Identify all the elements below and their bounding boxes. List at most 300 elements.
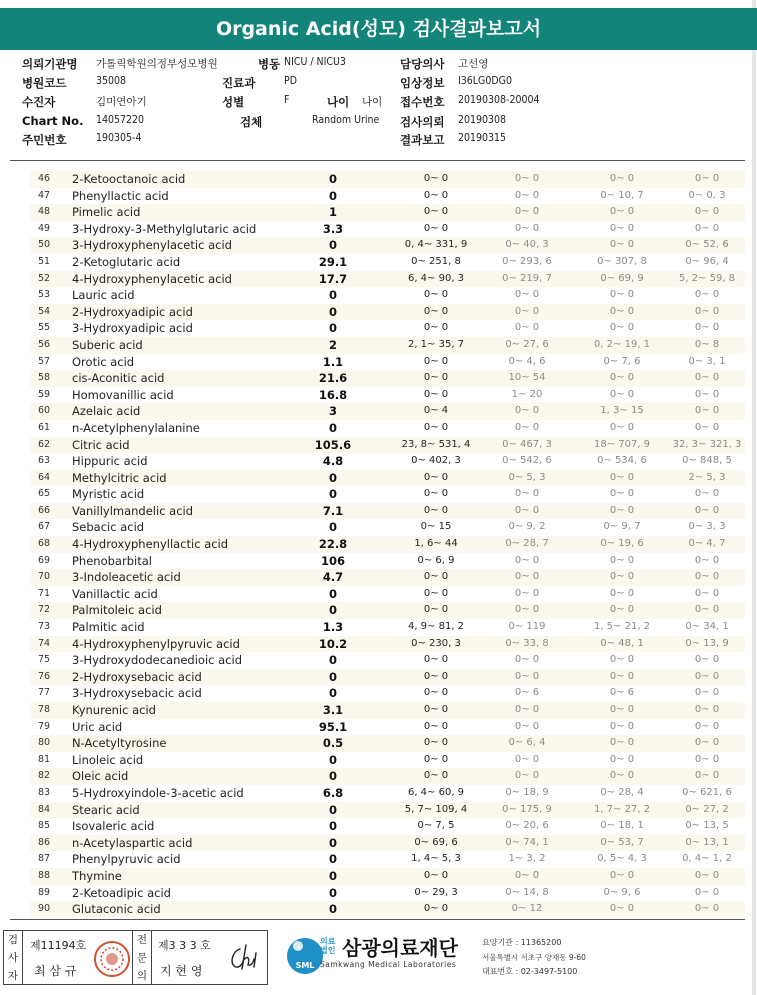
result-value: 21.6 (318, 371, 348, 386)
analyte-name: Suberic acid (72, 337, 143, 352)
result-value: 22.8 (318, 537, 348, 552)
reference-range-3: 0~ 534, 6 (597, 455, 647, 467)
reference-range-3: 0~ 0 (609, 206, 635, 218)
patient-info-panel (22, 56, 742, 156)
analyte-name: 3-Hydroxysebacic acid (72, 686, 202, 701)
reference-range-1: 0~ 0 (423, 421, 449, 433)
analyte-name: 5-Hydroxyindole-3-acetic acid (72, 785, 244, 800)
examiner-vertical-label (4, 931, 23, 984)
ward-label: 병동 (258, 57, 281, 71)
reference-range-4: 0~ 13, 5 (685, 820, 729, 832)
analyte-name: 3-Hydroxy-3-Methylglutaric acid (72, 221, 257, 236)
reference-range-3: 0~ 0 (609, 289, 635, 301)
reference-range-3: 0~ 0 (609, 372, 635, 384)
reference-range-4: 0~ 0 (694, 687, 720, 699)
reference-range-4: 0~ 0 (694, 405, 720, 417)
reference-range-4: 0~ 4, 7 (688, 538, 726, 550)
analyte-name: Pimelic acid (72, 205, 141, 220)
result-value: 0 (328, 835, 337, 850)
table-row (30, 768, 745, 785)
ward-value: NICU / NICU3 (284, 56, 346, 68)
reference-range-1: 0~ 69, 6 (414, 836, 458, 848)
table-row (30, 221, 745, 238)
reference-range-3: 0~ 0 (609, 488, 635, 500)
footer-divider (10, 919, 745, 920)
row-number: 46 (38, 173, 51, 184)
analyte-name: Methylcitric acid (72, 470, 167, 485)
table-row (30, 652, 745, 669)
analyte-name: n-Acetylphenylalanine (72, 420, 200, 435)
table-row (30, 885, 745, 902)
reference-range-1: 0~ 29, 3 (414, 886, 458, 898)
reference-range-2: 0~ 0 (514, 222, 540, 234)
result-value: 0 (328, 902, 337, 917)
reference-range-3: 0~ 10, 7 (600, 189, 644, 201)
info-row-4 (22, 114, 742, 132)
result-value: 0 (328, 288, 337, 303)
analyte-name: 2-Ketoglutaric acid (72, 254, 181, 269)
code-label: 병원코드 (22, 76, 67, 90)
dept-value: PD (284, 75, 297, 87)
reference-range-3: 0~ 0 (609, 504, 635, 516)
reference-range-4: 0~ 3, 1 (688, 355, 726, 367)
table-row (30, 519, 745, 536)
reference-range-1: 0~ 0 (423, 604, 449, 616)
row-number: 67 (38, 521, 51, 533)
analyte-name: 2-Hydroxysebacic acid (72, 669, 202, 684)
reference-range-3: 0~ 0 (609, 554, 635, 566)
table-row (30, 752, 745, 769)
reference-range-3: 0~ 0 (609, 471, 635, 483)
row-number: 83 (38, 786, 51, 798)
org-code: 요양기관 : 11365200 (482, 938, 562, 947)
row-number: 59 (38, 388, 51, 400)
reference-range-3: 0~ 9, 6 (603, 886, 641, 898)
specialist-license: 제3 3 3 호 (158, 939, 211, 952)
row-number: 70 (38, 571, 51, 583)
analyte-name: 3-Hydroxydodecanedioic acid (72, 653, 243, 668)
reference-range-1: 0~ 0 (423, 355, 449, 367)
reference-range-3: 0~ 53, 7 (600, 836, 644, 848)
analyte-name: N-Acetyltyrosine (72, 736, 167, 751)
info-row-2 (22, 75, 742, 93)
table-row (30, 420, 745, 437)
reference-range-2: 0~ 0 (514, 654, 540, 666)
examiner-label-char: 자 (7, 969, 19, 982)
analyte-name: Stearic acid (72, 802, 140, 817)
reference-range-4: 0~ 27, 2 (685, 803, 729, 815)
row-number: 61 (38, 421, 51, 433)
reference-range-1: 0~ 0 (423, 587, 449, 599)
reference-range-2: 0~ 542, 6 (502, 455, 552, 467)
table-row (30, 503, 745, 520)
reference-range-1: 6, 4~ 60, 9 (407, 786, 465, 798)
analyte-name: Vanillactic acid (72, 586, 158, 601)
table-row (30, 835, 745, 852)
reference-range-2: 0~ 0 (514, 604, 540, 616)
hospital-value: 가톨릭학원의정부성모병원 (96, 58, 218, 70)
reference-range-2: 0~ 0 (514, 322, 540, 334)
reference-range-3: 0~ 0 (609, 173, 635, 184)
row-number: 77 (38, 687, 51, 699)
reference-range-2: 0~ 0 (514, 554, 540, 566)
table-row (30, 304, 745, 321)
result-value: 0 (328, 802, 337, 817)
analyte-name: Vanillylmandelic acid (72, 503, 194, 518)
reference-range-4: 0~ 0 (694, 654, 720, 666)
reference-range-1: 0~ 0 (423, 869, 449, 881)
reference-range-2: 0~ 20, 6 (505, 820, 549, 832)
result-value: 0 (328, 470, 337, 485)
info-row-1 (22, 56, 742, 74)
reference-range-2: 0~ 0 (514, 504, 540, 516)
analyte-name: n-Acetylaspartic acid (72, 835, 193, 850)
reference-range-1: 0~ 0 (423, 305, 449, 317)
reference-range-1: 2, 1~ 35, 7 (407, 338, 465, 350)
result-value: 0 (328, 586, 337, 601)
analyte-name: Hippuric acid (72, 454, 148, 469)
reference-range-3: 0~ 0 (609, 654, 635, 666)
row-number: 56 (38, 338, 51, 350)
row-number: 86 (38, 836, 51, 848)
row-number: 49 (38, 222, 51, 234)
reference-range-4: 0~ 0 (694, 903, 720, 915)
table-row (30, 553, 745, 570)
result-value: 16.8 (318, 387, 348, 402)
table-row (30, 851, 745, 868)
specialist-vertical-label (132, 931, 152, 984)
row-number: 65 (38, 488, 51, 500)
doctor-label: 담당의사 (400, 57, 445, 71)
reference-range-3: 0~ 0 (609, 239, 635, 251)
reference-range-4: 0~ 0 (694, 554, 720, 566)
row-number: 63 (38, 455, 51, 467)
result-value: 17.7 (318, 271, 348, 286)
reference-range-3: 0~ 48, 1 (600, 637, 644, 649)
row-number: 81 (38, 753, 51, 765)
row-number: 88 (38, 869, 51, 881)
reference-range-2: 0~ 175, 9 (502, 803, 552, 815)
reference-range-4: 0~ 0 (694, 421, 720, 433)
results-table (30, 171, 745, 918)
result-value: 0 (328, 304, 337, 319)
result-value: 0 (328, 885, 337, 900)
analyte-name: cis-Aconitic acid (72, 371, 165, 386)
table-row (30, 586, 745, 603)
reference-range-4: 0, 4~ 1, 2 (682, 853, 732, 865)
row-number: 72 (38, 604, 51, 616)
reference-range-3: 0~ 0 (609, 869, 635, 881)
examiner-license: 제11194호 (30, 939, 87, 952)
analyte-name: Azelaic acid (72, 404, 141, 419)
table-row (30, 271, 745, 288)
reference-range-4: 0~ 0 (694, 504, 720, 516)
reference-range-3: 0~ 0 (609, 604, 635, 616)
reference-range-1: 0~ 0 (423, 206, 449, 218)
receipt-value: 20190308-20004 (458, 94, 540, 106)
reference-range-1: 4, 9~ 81, 2 (407, 621, 465, 633)
analyte-name: Oleic acid (72, 769, 129, 784)
table-row (30, 868, 745, 885)
reference-range-4: 0~ 52, 6 (685, 239, 729, 251)
result-value: 0 (328, 752, 337, 767)
reference-range-4: 0~ 0 (694, 488, 720, 500)
reference-range-3: 0~ 0 (609, 720, 635, 732)
reference-range-1: 0~ 0 (423, 737, 449, 749)
reference-range-1: 0~ 0 (423, 504, 449, 516)
reference-range-1: 0~ 0 (423, 289, 449, 301)
row-number: 79 (38, 720, 51, 732)
row-number: 64 (38, 471, 51, 483)
reference-range-4: 0~ 0 (694, 322, 720, 334)
result-value: 0 (328, 669, 337, 684)
reference-range-2: 0~ 74, 1 (505, 836, 549, 848)
chart-value: 14057220 (96, 114, 145, 126)
result-value: 4.7 (322, 570, 344, 585)
patient-value: 김미연아기 (96, 96, 147, 108)
reference-range-1: 0~ 0 (423, 753, 449, 765)
reference-range-1: 0~ 251, 8 (411, 255, 461, 267)
reference-range-1: 0~ 0 (423, 388, 449, 400)
table-row (30, 719, 745, 736)
table-row (30, 337, 745, 354)
analyte-name: 2-Ketooctanoic acid (72, 172, 186, 186)
reference-range-4: 0~ 621, 6 (682, 786, 732, 798)
analyte-name: 4-Hydroxyphenyllactic acid (72, 537, 229, 552)
row-number: 78 (38, 704, 51, 715)
reference-range-1: 0~ 402, 3 (411, 455, 461, 467)
reference-range-1: 0~ 4 (423, 405, 449, 417)
chart-label: Chart No. (22, 114, 84, 128)
reference-range-4: 0~ 0 (694, 753, 720, 765)
header-divider (10, 160, 745, 161)
table-row (30, 785, 745, 802)
org-prefix-line: 법인 (320, 946, 336, 955)
analyte-name: 4-Hydroxyphenylacetic acid (72, 271, 232, 286)
reference-range-4: 0~ 0 (694, 305, 720, 317)
reference-range-1: 1, 6~ 44 (414, 538, 458, 550)
signature-box (3, 930, 268, 985)
reference-range-3: 0~ 0 (609, 388, 635, 400)
reference-range-2: 0~ 0 (514, 770, 540, 782)
rrn-label: 주민번호 (22, 133, 67, 147)
specialist-label-char: 의 (136, 969, 148, 982)
result-value: 0 (328, 819, 337, 834)
row-number: 55 (38, 322, 51, 334)
age-value: 나이 (362, 96, 383, 108)
result-value: 3.1 (322, 703, 344, 717)
table-row (30, 188, 745, 205)
reference-range-2: 0~ 18, 9 (505, 786, 549, 798)
result-value: 0 (328, 686, 337, 701)
analyte-name: Orotic acid (72, 354, 135, 369)
reference-range-1: 0~ 0 (423, 571, 449, 583)
table-row (30, 602, 745, 619)
result-value: 0 (328, 868, 337, 883)
table-row (30, 354, 745, 371)
reference-range-3: 0~ 9, 7 (603, 521, 641, 533)
result-value: 3 (328, 404, 337, 419)
reference-range-3: 18~ 707, 9 (593, 438, 651, 450)
examiner-label-char: 검 (7, 934, 19, 947)
reference-range-3: 0~ 307, 8 (597, 255, 647, 267)
reference-range-4: 0~ 3, 3 (688, 521, 726, 533)
rrn-value: 190305-4 (96, 132, 142, 144)
reference-range-2: 0~ 40, 3 (505, 239, 549, 251)
reference-range-3: 0~ 0 (609, 305, 635, 317)
reference-range-2: 0~ 6 (514, 687, 540, 699)
reference-range-2: 0~ 0 (514, 173, 540, 184)
row-number: 74 (38, 637, 51, 649)
reference-range-4: 0~ 0 (694, 173, 720, 184)
analyte-name: Palmitoleic acid (72, 603, 162, 618)
row-number: 73 (38, 621, 51, 633)
reference-range-2: 0~ 467, 3 (502, 438, 552, 450)
clinical-label: 임상정보 (400, 76, 445, 90)
report-footer (0, 928, 757, 988)
row-number: 54 (38, 305, 51, 317)
reference-range-3: 0~ 0 (609, 770, 635, 782)
table-row (30, 702, 745, 719)
request-label: 검사의뢰 (400, 115, 445, 129)
age-label: 나이 (327, 95, 350, 109)
reference-range-2: 0~ 6, 4 (508, 737, 546, 749)
row-number: 53 (38, 289, 51, 301)
reference-range-4: 32, 3~ 321, 3 (672, 438, 742, 450)
result-value: 4.8 (322, 454, 344, 469)
row-number: 50 (38, 239, 51, 251)
row-number: 60 (38, 405, 51, 417)
result-value: 0 (328, 487, 337, 502)
result-value: 1.1 (322, 354, 344, 369)
reference-range-4: 5, 2~ 59, 8 (678, 272, 736, 284)
result-value: 0.5 (322, 736, 344, 751)
reference-range-1: 0~ 0 (423, 654, 449, 666)
reference-range-2: 0~ 0 (514, 206, 540, 218)
reference-range-3: 0~ 0 (609, 222, 635, 234)
table-row (30, 437, 745, 454)
reference-range-3: 0~ 7, 6 (603, 355, 641, 367)
patient-label: 수진자 (22, 95, 56, 109)
result-value: 6.8 (322, 785, 344, 800)
reference-range-4: 0~ 0 (694, 704, 720, 715)
reference-range-2: 0~ 0 (514, 670, 540, 682)
reference-range-2: 0~ 0 (514, 720, 540, 732)
row-number: 89 (38, 886, 51, 898)
org-address: 서울특별시 서초구 양재동 9-60 (482, 953, 586, 962)
reference-range-2: 0~ 0 (514, 753, 540, 765)
analyte-name: Homovanillic acid (72, 387, 174, 402)
reference-range-3: 0~ 28, 4 (600, 786, 644, 798)
reference-range-4: 0~ 0 (694, 388, 720, 400)
reference-range-1: 0~ 0 (423, 903, 449, 915)
examiner-seal (94, 941, 130, 977)
reference-range-3: 1, 3~ 15 (600, 405, 644, 417)
result-value: 106 (320, 553, 345, 568)
result-value: 0 (328, 520, 337, 535)
row-number: 52 (38, 272, 51, 284)
row-number: 82 (38, 770, 51, 782)
reference-range-1: 0~ 15 (420, 521, 452, 533)
reference-range-2: 0~ 4, 6 (508, 355, 546, 367)
reference-range-2: 0~ 219, 7 (502, 272, 552, 284)
reference-range-1: 0~ 0 (423, 173, 449, 184)
result-value: 0 (328, 172, 337, 186)
analyte-name: Lauric acid (72, 288, 135, 303)
reference-range-1: 6, 4~ 90, 3 (407, 272, 465, 284)
table-row (30, 486, 745, 503)
result-value: 7.1 (322, 503, 344, 518)
report-title: Organic Acid(성모) 검사결과보고서 (0, 8, 757, 50)
report-date-label: 결과보고 (400, 133, 445, 147)
sex-value: F (284, 94, 290, 106)
row-number: 66 (38, 504, 51, 516)
reference-range-2: 0~ 12 (511, 903, 543, 915)
analyte-name: 2-Hydroxyadipic acid (72, 304, 193, 319)
row-number: 62 (38, 438, 51, 450)
reference-range-2: 0~ 0 (514, 571, 540, 583)
table-row (30, 287, 745, 304)
table-row (30, 536, 745, 553)
reference-range-4: 0~ 0 (694, 289, 720, 301)
row-number: 71 (38, 587, 51, 599)
reference-range-1: 0~ 6, 9 (417, 554, 455, 566)
reference-range-1: 23, 8~ 531, 4 (401, 438, 471, 450)
analyte-name: Kynurenic acid (72, 703, 156, 717)
request-value: 20190308 (458, 114, 507, 126)
reference-range-1: 0~ 230, 3 (411, 637, 461, 649)
table-row (30, 470, 745, 487)
analyte-name: Phenobarbital (72, 553, 152, 568)
table-row (30, 685, 745, 702)
row-number: 48 (38, 206, 51, 218)
analyte-name: Phenylpyruvic acid (72, 852, 181, 867)
row-number: 90 (38, 903, 51, 915)
row-number: 84 (38, 803, 51, 815)
reference-range-4: 0~ 0, 3 (688, 189, 726, 201)
reference-range-1: 0~ 0 (423, 488, 449, 500)
reference-range-2: 0~ 5, 3 (508, 471, 546, 483)
reference-range-4: 0~ 0 (694, 886, 720, 898)
reference-range-3: 0~ 19, 6 (600, 538, 644, 550)
table-row (30, 569, 745, 586)
table-row (30, 320, 745, 337)
org-prefix-line: 의료 (320, 937, 336, 946)
analyte-name: Sebacic acid (72, 520, 145, 535)
reference-range-3: 0~ 0 (609, 704, 635, 715)
result-value: 0 (328, 188, 337, 203)
doctor-value: 고선영 (458, 58, 489, 70)
row-number: 87 (38, 853, 51, 865)
reference-range-2: 0~ 0 (514, 305, 540, 317)
specimen-value: Random Urine (312, 114, 380, 126)
result-value: 1 (328, 205, 337, 220)
reference-range-1: 0~ 0 (423, 687, 449, 699)
right-edge-rule (752, 0, 756, 995)
dept-label: 진료과 (222, 76, 256, 90)
reference-range-2: 0~ 0 (514, 488, 540, 500)
table-row (30, 171, 745, 188)
reference-range-1: 1, 4~ 5, 3 (411, 853, 461, 865)
reference-range-4: 0~ 8 (694, 338, 720, 350)
analyte-name: 3-Hydroxyadipic acid (72, 321, 193, 336)
reference-range-3: 0~ 6 (609, 687, 635, 699)
analyte-name: 2-Ketoadipic acid (72, 885, 171, 900)
table-row (30, 204, 745, 221)
signature-mark (226, 941, 262, 975)
result-value: 3.3 (322, 221, 344, 236)
specialist-label-char: 전 (136, 934, 148, 947)
